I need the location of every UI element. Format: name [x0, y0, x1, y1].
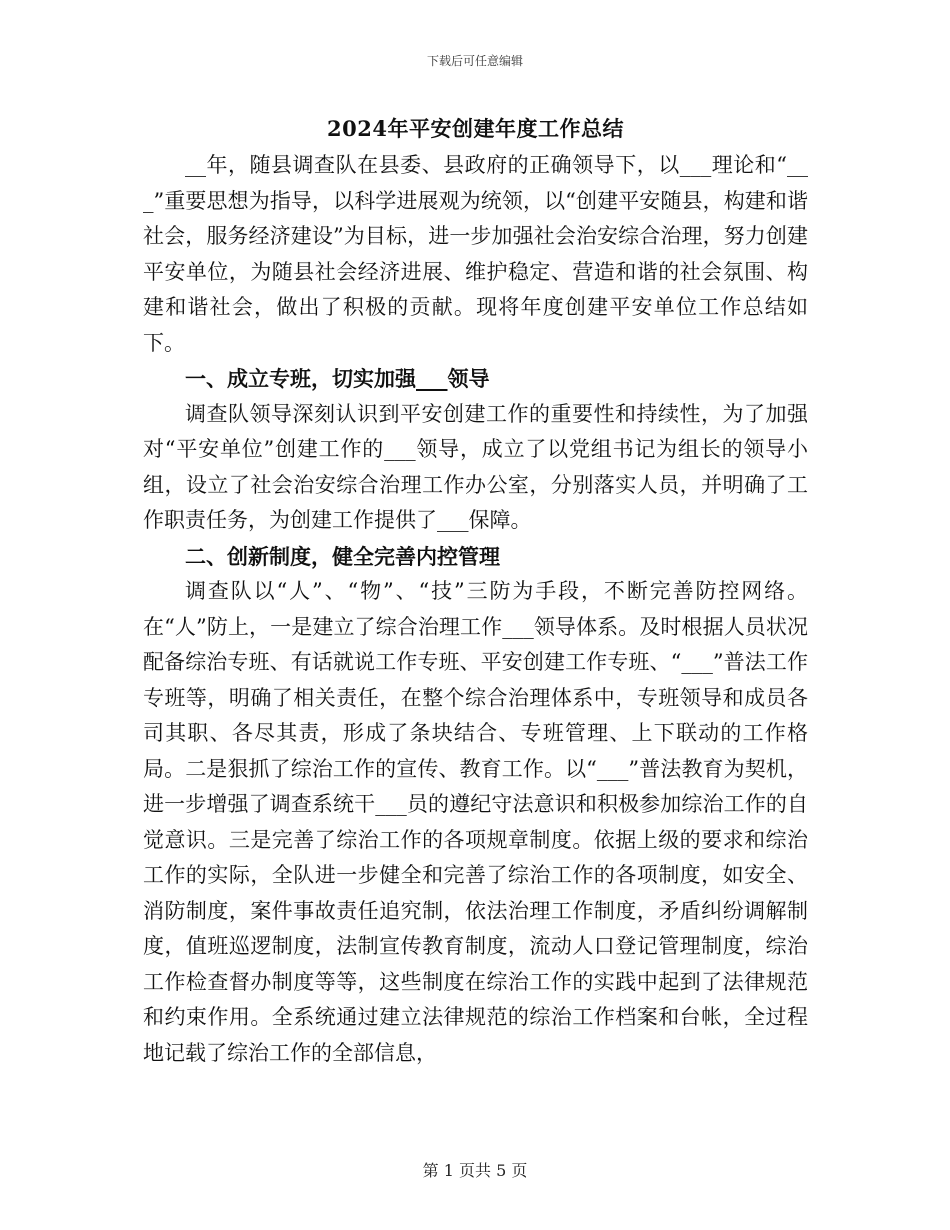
page-number-footer: 第 1 页共 5 页 [422, 1161, 528, 1180]
document-title: 2024年平安创建年度工作总结 [327, 116, 624, 141]
intro-paragraph: __年，随县调查队在县委、县政府的正确领导下，以___理论和“___”重要思想为指导，以科学进展观为统领，以“创建平安随县，构建和谐社会，服务经济建设”为目标，进一步加强社会治安综合治理，努力创建平安单位，为随县社会经济进展、维护稳定、营造和谐的社会氛围、构建和谐社会，做出了积极的贡献。现将年度创建平安单位工作总结如下。 [143, 153, 808, 355]
document-body [143, 110, 808, 1071]
section-1-paragraph: 调查队领导深刻认识到平安创建工作的重要性和持续性，为了加强对“平安单位”创建工作的___领导，成立了以党组书记为组长的领导小组，设立了社会治安综合治理工作办公室，分别落实人员，并明确了工作职责任务，为创建工作提供了___保障。 [143, 401, 808, 532]
section-2-paragraph: 调查队以“人”、“物”、“技”三防为手段，不断完善防控网络。在“人”防上，一是建立了综合治理工作___领导体系。及时根据人员状况配备综治专班、有话就说工作专班、平安创建工作专班、“___”普法工作专班等，明确了相关责任，在整个综合治理体系中，专班领导和成员各司其职、各尽其责，形成了条块结合、专班管理、上下联动的工作格局。二是狠抓了综治工作的宣传、教育工作。以“___”普法教育为契机，进一步增强了调查系统干___员的遵纪守法意识和积极参加综治工作的自觉意识。三是完善了综治工作的各项规章制度。依据上级的要求和综治工作的实际，全队进一步健全和完善了综治工作的各项制度，如安全、消防制度，案件事故责任追究制，依法治理工作制度，矛盾纠纷调解制度，值班巡逻制度，法制宣传教育制度，流动人口登记管理制度，综治工作检查督办制度等等，这些制度在综治工作的实践中起到了法律规范和约束作用。全系统通过建立法律规范的综治工作档案和台帐，全过程地记载了综治工作的全部信息， [143, 579, 808, 1065]
header-note: 下载后可任意编辑 [426, 54, 523, 68]
section-2-heading: 二、创新制度，健全完善内控管理 [185, 543, 500, 569]
section-1-heading: 一、成立专班，切实加强___领导 [185, 366, 490, 391]
